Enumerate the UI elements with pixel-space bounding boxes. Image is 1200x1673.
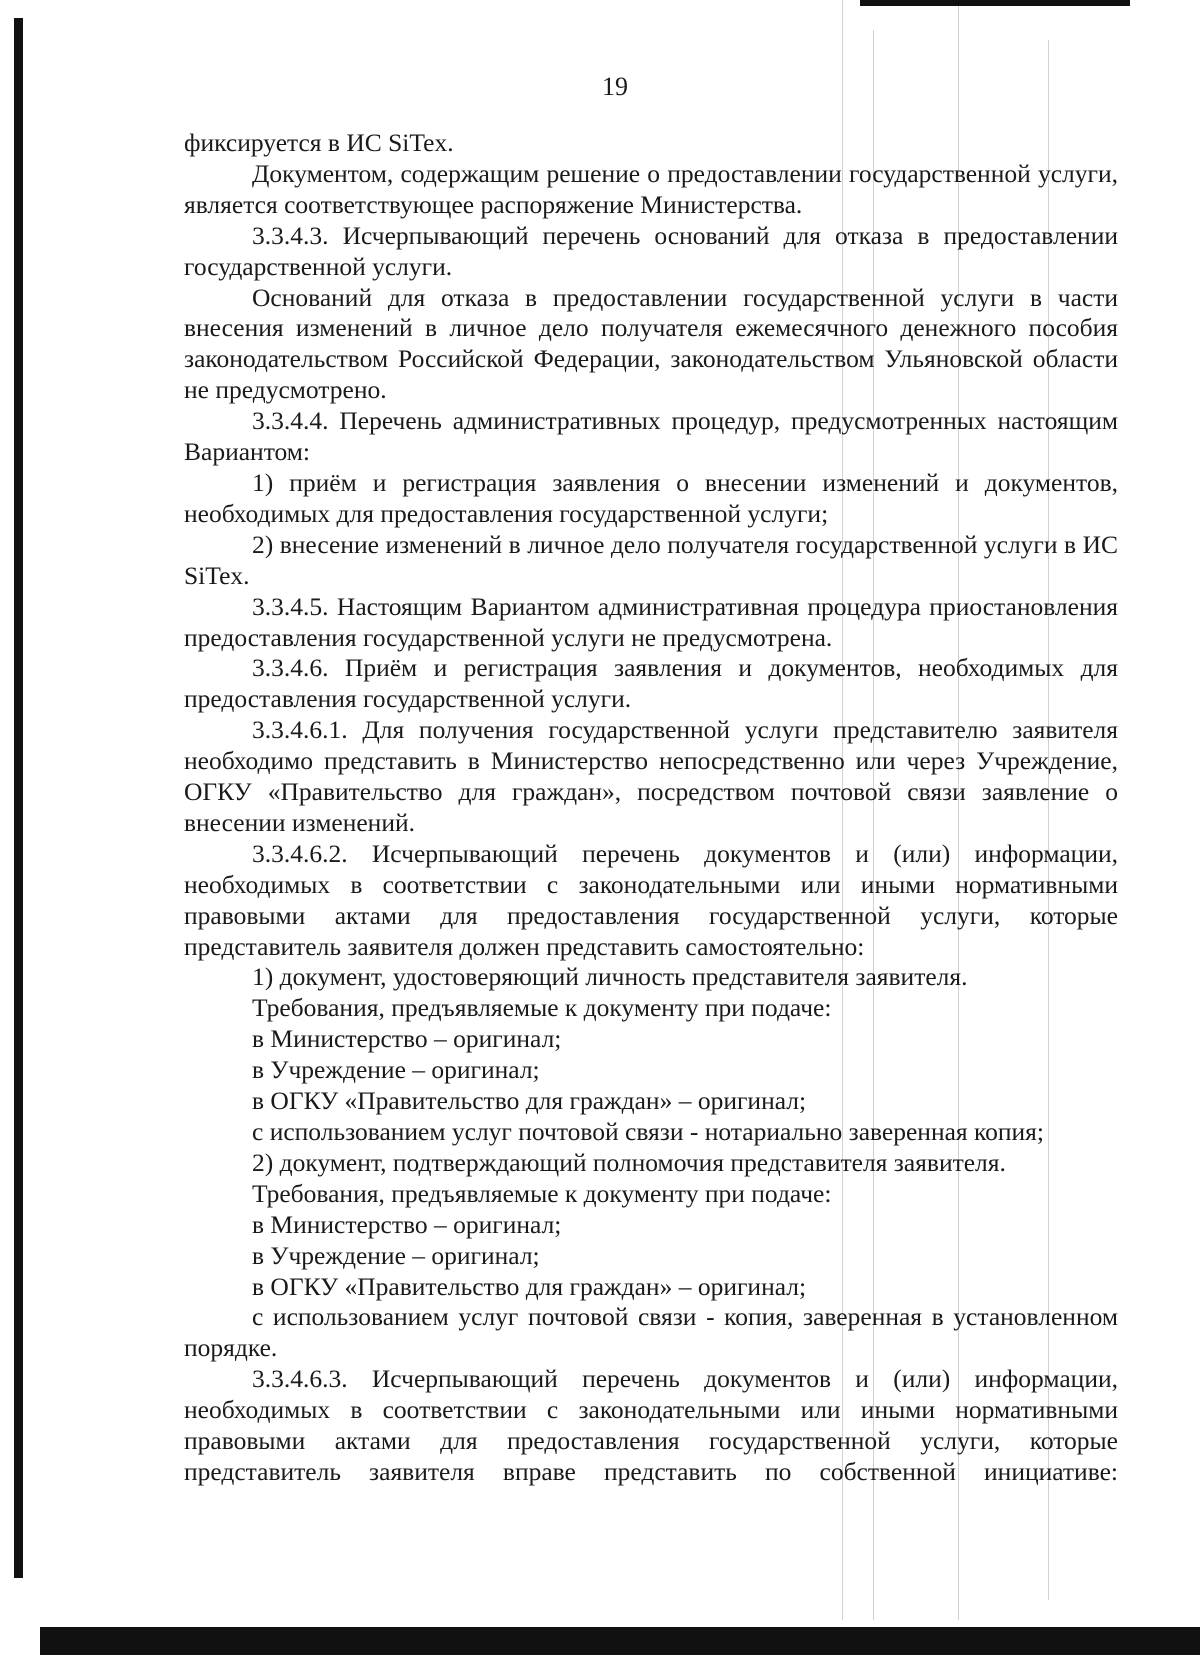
paragraph: 3.3.4.6.3. Исчерпывающий перечень документов и (или) информации, необходимых в соответствии с законодательными или иными нормативными правовыми актами для предоставления государственной услуги, которые представитель заявителя вправе представить по собственной инициативе:	[184, 1364, 1118, 1486]
paragraph: фиксируется в ИС SiTex.	[184, 128, 454, 157]
paragraph: 2) внесение изменений в личное дело получателя государственной услуги в ИС SiTex.	[184, 529, 1118, 590]
paragraph: 1) приём и регистрация заявления о внесении изменений и документов, необходимых для предоставления государственной услуги;	[184, 467, 1118, 528]
document-body	[184, 128, 1118, 1488]
paragraph: в ОГКУ «Правительство для граждан» – оригинал;	[252, 1271, 807, 1301]
paragraph: Оснований для отказа в предоставлении государственной услуги в части внесения изменений в личное дело получателя ежемесячного денежного пособия законодательством Российской Федерации, законодательством Ульяновской области не предусмотрено.	[184, 282, 1118, 405]
scan-border-bottom	[40, 1627, 1200, 1655]
paragraph: с использованием услуг почтовой связи - нотариально заверенная копия;	[252, 1117, 1044, 1146]
page-number: 19	[602, 72, 628, 101]
paragraph: 2) документ, подтверждающий полномочия представителя заявителя.	[252, 1147, 1006, 1177]
paragraph: с использованием услуг почтовой связи - копия, заверенная в установленном порядке.	[184, 1302, 1118, 1363]
paragraph: 3.3.4.3. Исчерпывающий перечень оснований для отказа в предоставлении государственной услуги.	[184, 220, 1118, 281]
paragraph: Требования, предъявляемые к документу при подаче:	[252, 1178, 832, 1208]
scan-border-top	[860, 0, 1130, 6]
paragraph: в Министерство – оригинал;	[252, 1024, 562, 1054]
paragraph: Документом, содержащим решение о предоставлении государственной услуги, является соответствующее распоряжение Министерства.	[184, 158, 1118, 219]
paragraph: в ОГКУ «Правительство для граждан» – оригинал;	[252, 1086, 807, 1116]
paragraph: Требования, предъявляемые к документу при подаче:	[252, 993, 832, 1023]
scan-border-left	[14, 18, 23, 1578]
paragraph: 3.3.4.4. Перечень административных процедур, предусмотренных настоящим Вариантом:	[184, 406, 1118, 467]
paragraph: 3.3.4.6. Приём и регистрация заявления и документов, необходимых для предоставления государственной услуги.	[184, 653, 1118, 714]
paragraph: в Учреждение – оригинал;	[252, 1055, 540, 1085]
paragraph: 1) документ, удостоверяющий личность представителя заявителя.	[252, 962, 968, 992]
paragraph: в Учреждение – оригинал;	[252, 1240, 540, 1270]
paragraph: 3.3.4.5. Настоящим Вариантом административная процедура приостановления предоставления государственной услуги не предусмотрена.	[184, 591, 1118, 652]
paragraph: в Министерство – оригинал;	[252, 1209, 562, 1239]
paragraph: 3.3.4.6.1. Для получения государственной услуги представителю заявителя необходимо представить в Министерство непосредственно или через Учреждение, ОГКУ «Правительство для граждан», посредством почтовой связи заявление о внесении изменений.	[184, 715, 1118, 837]
paragraph: 3.3.4.6.2. Исчерпывающий перечень документов и (или) информации, необходимых в соответствии с законодательными или иными нормативными правовыми актами для предоставления государственной услуги, которые представитель заявителя должен представить самостоятельно:	[184, 838, 1118, 961]
